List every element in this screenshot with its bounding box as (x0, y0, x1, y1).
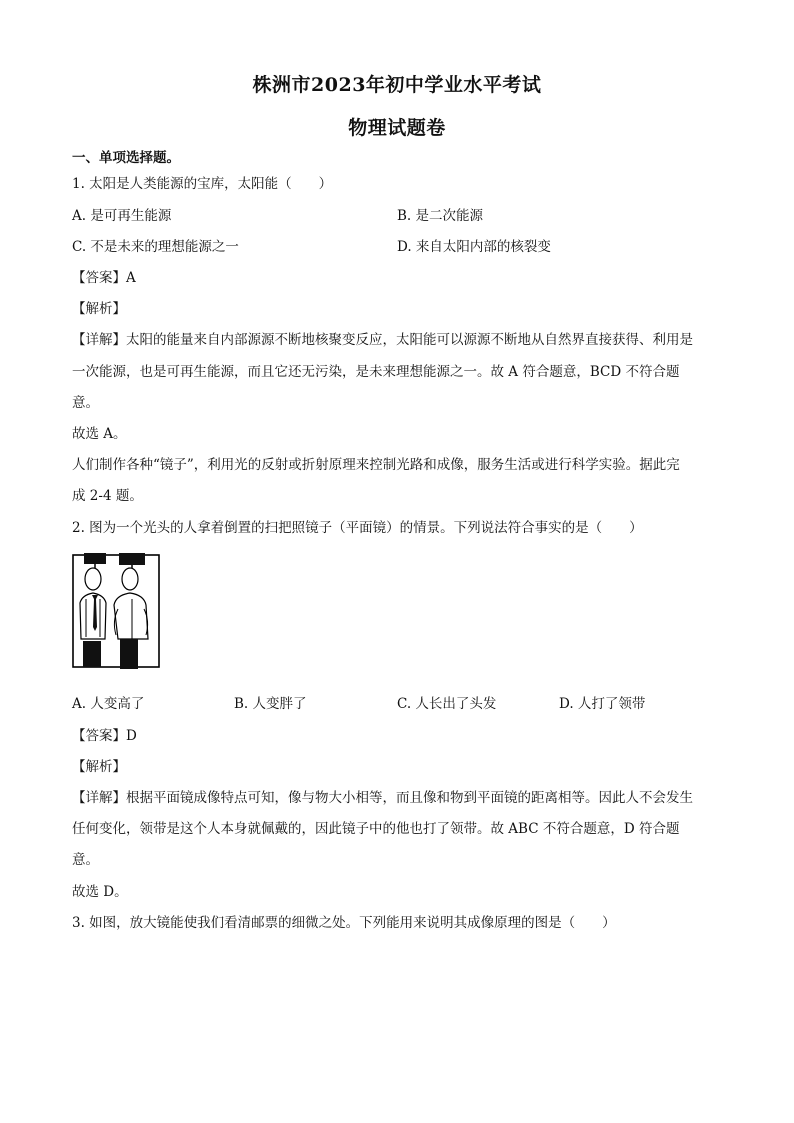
body-image (80, 593, 106, 639)
q1-option-c: C. 不是未来的理想能源之一 (72, 239, 239, 255)
broom-head-image (84, 553, 106, 564)
q2-option-a: A. 人变高了 (72, 696, 145, 712)
q2-detail-line-2: 任何变化，领带是这个人本身就佩戴的，因此镜子中的他也打了领带。故 ABC 不符合题意，D 符合题 (72, 821, 680, 837)
q1-option-d: D. 来自太阳内部的核裂变 (397, 239, 551, 255)
q2-option-d: D. 人打了领带 (559, 696, 646, 712)
exam-subtitle: 物理试题卷 (348, 117, 446, 139)
q2-option-c: C. 人长出了头发 (397, 696, 497, 712)
body (114, 593, 148, 639)
broom-head (119, 553, 145, 565)
q1-analysis-label: 【解析】 (72, 301, 126, 317)
q2-option-b: B. 人变胖了 (234, 696, 307, 712)
q2-detail-line-1: 【详解】根据平面镜成像特点可知，像与物大小相等，而且像和物到平面镜的距离相等。因此人不会发生 (72, 790, 693, 806)
q1-stem: 1. 太阳是人类能源的宝库，太阳能（ ） (72, 176, 333, 192)
q2-stem: 2. 图为一个光头的人拿着倒置的扫把照镜子（平面镜）的情景。下列说法符合事实的是（ ） (72, 520, 643, 536)
q1-option-b: B. 是二次能源 (397, 208, 484, 224)
exam-title: 株洲市2023年初中学业水平考试 (252, 74, 542, 96)
section-heading: 一、单项选择题。 (72, 150, 180, 166)
mirror-illustration (72, 551, 160, 669)
intro-line-1: 人们制作各种“镜子”，利用光的反射或折射原理来控制光路和成像，服务生活或进行科学实验。据此完 (72, 457, 680, 473)
broom-handle-image (83, 641, 101, 667)
broom-handle (120, 639, 138, 669)
q1-conclusion: 故选 A。 (72, 426, 127, 442)
head (122, 568, 138, 590)
head-image (85, 568, 101, 590)
q2-analysis-label: 【解析】 (72, 759, 126, 775)
q1-detail-line-2: 一次能源，也是可再生能源，而且它还无污染，是未来理想能源之一。故 A 符合题意，BCD 不符合题 (72, 364, 680, 380)
intro-line-2: 成 2-4 题。 (72, 488, 143, 504)
q2-answer: 【答案】D (72, 728, 137, 744)
q1-answer: 【答案】A (72, 270, 136, 286)
q3-stem: 3. 如图，放大镜能使我们看清邮票的细微之处。下列能用来说明其成像原理的图是（ ） (72, 915, 616, 931)
q1-option-a: A. 是可再生能源 (72, 208, 172, 224)
q2-detail-line-3: 意。 (72, 852, 99, 868)
q1-detail-line-1: 【详解】太阳的能量来自内部源源不断地核聚变反应，太阳能可以源源不断地从自然界直接获得、利用是 (72, 332, 693, 348)
q2-conclusion: 故选 D。 (72, 884, 128, 900)
q1-detail-line-3: 意。 (72, 395, 99, 411)
